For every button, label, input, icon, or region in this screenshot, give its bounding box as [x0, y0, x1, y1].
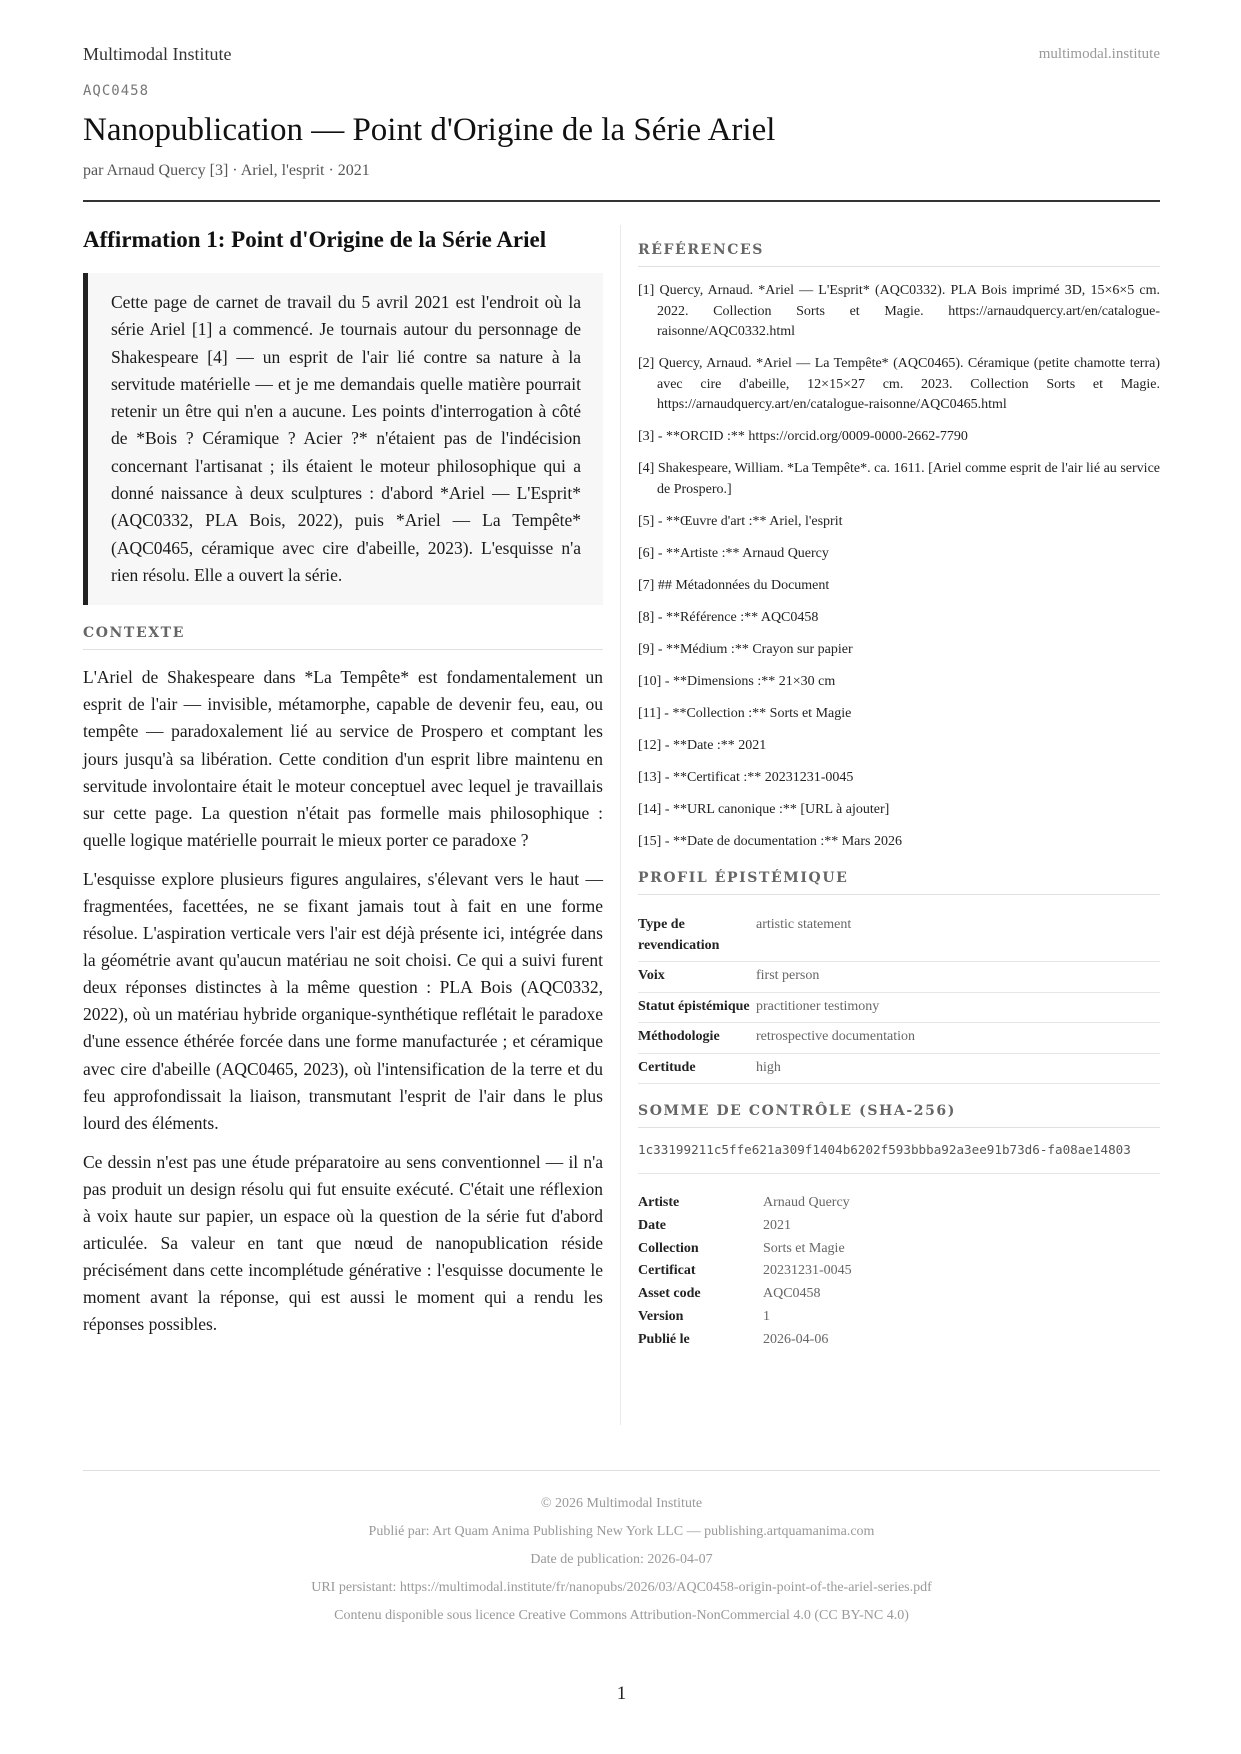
context-paragraph: L'esquisse explore plusieurs figures angulaires, s'élevant vers le haut — fragmentées, facettées, ne se fixant jamais tout à fait en une forme résolue. L'aspiration verticale vers l'air est déjà présente ici, intégrée dans la géométrie avant qu'aucun matériau ne soit choisi. Ce qui a suivi furent deux réponses distinctes à la même question : PLA Bois (AQC0332, 2022), où un matériau hybride organique-synthétique reflétait le paradoxe d'une essence éthérée forcée dans une forme manufacturée ; et céramique avec cire d'abeille (AQC0465, 2023), où l'intensification de la terre et du feu approfondissait la liaison, transmutant l'esprit de l'air dans le plus lourd des éléments.: [83, 868, 603, 1133]
epistemic-key: Certitude: [638, 1053, 756, 1084]
claim-title: Affirmation 1: Point d'Origine de la Série Ariel: [83, 227, 547, 252]
footer-divider: [83, 1470, 1160, 1471]
references-list: [638, 281, 1160, 852]
metadata-key: Date: [638, 1217, 666, 1233]
main-column: [83, 225, 603, 1339]
reference-item: [14] - **URL canonique :** [URL à ajouter]: [638, 801, 890, 817]
footer-copyright: © 2026 Multimodal Institute: [540, 1496, 703, 1511]
reference-item: [3] - **ORCID :** https://orcid.org/0009-0000-2662-7790: [638, 429, 968, 444]
reference-item: [8] - **Référence :** AQC0458: [638, 609, 819, 625]
table-row: [638, 911, 1160, 962]
metadata-list: [638, 1192, 1160, 1352]
reference-item: [11] - **Collection :** Sorts et Magie: [638, 705, 852, 721]
header-divider: [83, 200, 1160, 202]
epistemic-value: artistic statement: [756, 911, 1160, 962]
epistemic-key: Voix: [638, 962, 756, 993]
epistemic-value: high: [756, 1053, 1160, 1084]
footer-persistent-uri: URI persistant: https://multimodal.institute/fr/nanopubs/2026/03/AQC0458-origin-point-of-the-ariel-series.pdf: [311, 1580, 932, 1595]
table-row: [638, 1023, 1160, 1054]
table-row: [638, 992, 1160, 1023]
table-row: [638, 962, 1160, 993]
metadata-value: 2021: [763, 1217, 791, 1233]
checksum-label: SOMME DE CONTRÔLE (SHA-256): [638, 1103, 1160, 1128]
reference-item: [7] ## Métadonnées du Document: [638, 577, 830, 593]
epistemic-key: Méthodologie: [638, 1023, 756, 1054]
footer: [83, 1490, 1160, 1630]
epistemic-profile-label: PROFIL ÉPISTÉMIQUE: [638, 870, 1160, 895]
metadata-key: Collection: [638, 1240, 699, 1256]
claim-quote: Cette page de carnet de travail du 5 avril 2021 est l'endroit où la série Ariel [1] a commencé. Je tournais autour du personnage de Shakespeare [4] — un esprit de l'air lié contre sa nature à la servitude matérielle — et je me demandais quelle matière pourrait retenir un être qui n'en a aucune. Les points d'interrogation à côté de *Bois ? Céramique ? Acier ?* n'étaient pas de l'indécision concernant l'artisanat ; ils étaient le moteur philosophique qui a donné naissance à deux sculptures : d'abord *Ariel — L'Esprit* (AQC0332, PLA Bois, 2022), puis *Ariel — La Tempête* (AQC0465, céramique avec cire d'abeille, 2023). L'esquisse n'a rien résolu. Elle a ouvert la série.: [83, 273, 603, 605]
footer-publication-date: Date de publication: 2026-04-07: [530, 1552, 713, 1567]
context-label: CONTEXTE: [83, 625, 603, 650]
footer-publisher: Publié par: Art Quam Anima Publishing New York LLC — publishing.artquamanima.com: [368, 1524, 875, 1539]
reference-item: [13] - **Certificat :** 20231231-0045: [638, 769, 854, 785]
institute-name: Multimodal Institute: [83, 44, 232, 64]
page-number: 1: [616, 1683, 627, 1704]
sidebar: [638, 242, 1160, 1352]
metadata-value: Arnaud Quercy: [763, 1195, 850, 1210]
epistemic-key: Statut épistémique: [638, 992, 756, 1023]
epistemic-profile-table: [638, 911, 1160, 1084]
epistemic-key: Type de revendication: [638, 911, 756, 962]
column-divider: [620, 225, 621, 1425]
byline: par Arnaud Quercy [3] · Ariel, l'esprit · 2021: [83, 162, 370, 179]
metadata-key: Publié le: [638, 1331, 690, 1347]
metadata-key: Asset code: [638, 1286, 701, 1302]
checksum-value: 1c33199211c5ffe621a309f1404b6202f593bbba92a3ee91b73d6-fa08ae14803: [638, 1140, 1160, 1174]
page-title: Nanopublication — Point d'Origine de la Série Ariel: [83, 112, 776, 148]
top-bar: [83, 44, 1160, 68]
footer-license: Contenu disponible sous licence Creative Commons Attribution-NonCommercial 4.0 (CC BY-NC 4.0): [334, 1608, 909, 1623]
reference-item: [1] Quercy, Arnaud. *Ariel — L'Esprit* (AQC0332). PLA Bois imprimé 3D, 15×6×5 cm. 2022. Collection Sorts et Magie. https://arnaudquercy.art/en/catalogue-raisonne/AQC0332.html: [638, 283, 1160, 339]
metadata-value: 20231231-0045: [763, 1263, 852, 1279]
context-paragraph: L'Ariel de Shakespeare dans *La Tempête* est fondamentalement un esprit de l'air — invisible, métamorphe, capable de devenir feu, eau, ou tempête — paradoxalement lié au service de Prospero et comptant les jours jusqu'à sa libération. Cette condition d'un esprit libre maintenu en servitude involontaire était le moteur conceptuel avec lequel je travaillais sur cette page. La question n'était pas formelle mais philosophique : quelle logique matérielle pourrait le mieux porter ce paradoxe ?: [83, 667, 603, 850]
reference-item: [12] - **Date :** 2021: [638, 737, 767, 753]
reference-item: [10] - **Dimensions :** 21×30 cm: [638, 673, 836, 689]
context-paragraph: Ce dessin n'est pas une étude préparatoire au sens conventionnel — il n'a pas produit un design résolu qui fut ensuite exécuté. C'était une réflexion à voix haute sur papier, un espace où la question de la série fut d'abord articulée. Sa valeur en tant que nœud de nanopublication réside précisément dans cette incomplétude générative : l'esquisse documente le moment avant la réponse, qui est aussi le moment qui a rendu les réponses possibles.: [83, 1151, 603, 1335]
metadata-value: AQC0458: [763, 1286, 821, 1302]
epistemic-value: retrospective documentation: [756, 1023, 1160, 1054]
metadata-key: Version: [638, 1308, 684, 1324]
reference-item: [9] - **Médium :** Crayon sur papier: [638, 641, 853, 657]
epistemic-value: practitioner testimony: [756, 992, 1160, 1023]
epistemic-value: first person: [756, 962, 1160, 993]
reference-item: [4] Shakespeare, William. *La Tempête*. ca. 1611. [Ariel comme esprit de l'air lié au service de Prospero.]: [638, 461, 1160, 497]
asset-code: AQC0458: [83, 83, 150, 99]
document-page: [83, 0, 1160, 1754]
reference-item: [6] - **Artiste :** Arnaud Quercy: [638, 545, 829, 561]
reference-item: [5] - **Œuvre d'art :** Ariel, l'esprit: [638, 513, 843, 529]
metadata-key: Certificat: [638, 1263, 696, 1279]
references-label: RÉFÉRENCES: [638, 242, 1160, 267]
reference-item: [2] Quercy, Arnaud. *Ariel — La Tempête* (AQC0465). Céramique (petite chamotte terra) avec cire d'abeille, 12×15×27 cm. 2023. Collection Sorts et Magie. https://arnaudquercy.art/en/catalogue-raisonne/AQC0465.html: [638, 356, 1160, 412]
table-row: [638, 1053, 1160, 1084]
reference-item: [15] - **Date de documentation :** Mars 2026: [638, 833, 902, 849]
metadata-value: 1: [763, 1308, 770, 1324]
metadata-key: Artiste: [638, 1195, 680, 1210]
metadata-value: 2026-04-06: [763, 1331, 829, 1347]
site-link[interactable]: multimodal.institute: [1038, 46, 1160, 62]
metadata-value: Sorts et Magie: [763, 1240, 845, 1256]
